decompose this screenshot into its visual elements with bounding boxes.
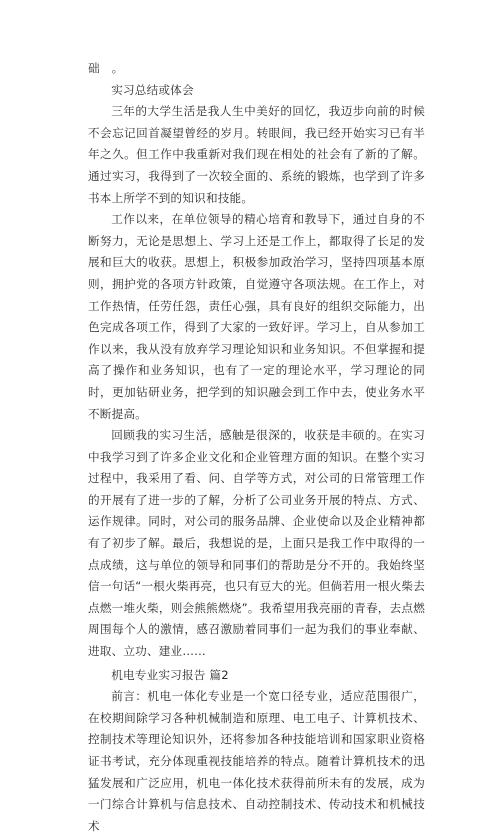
paragraph-work: 工作以来，在单位领导的精心培育和教导下，通过自身的不断努力，无论是思想上、学习上还是工作上，都取得了长足的发展和巨大的收获。思想上，积极参加政治学习，坚持四项基本原则，拥护党的各项方针政策，自觉遵守各项法规。在工作上，对工作热情，任劳任怨，责任心强，具有良好的组织交际能力，出色完成各项工作，得到了大家的一致好评。学习上，自从参加工作以来，我从没有放弃学习理论知识和业务知识。不但掌握和提高了操作和业务知识，也有了一定的理论水平，学习理论的同时，更加钻研业务，把学到的知识融会到工作中去，使业务水平不断提高。 [88,212,425,421]
paragraph-review: 回顾我的实习生活，感触是很深的，收获是丰硕的。在实习中我学习到了许多企业文化和企业管理方面的知识。在整个实习过程中，我采用了看、问、自学等方式，对公司的日常管理工作的开展有了进一步的了解，分析了公司业务开展的特点、方式、运作规律。同时，对公司的服务品牌、企业使命以及企业精神都有了初步了解。最后，我想说的是，上面只是我工作中取得的一点成绩，这与单位的领导和同事们的帮助是分不开的。我始终坚信一句话“一根火柴再亮，也只有豆大的光。但倘若用一根火柴去点燃一堆火柴，则会熊熊燃烧”。我希望用我亮丽的青春，去点燃周围每个人的激情，感召激励着同事们一起为我们的事业奉献、进取、立功、建业…… [88,428,425,659]
fragment-line: 础 。 [88,61,124,75]
section-heading-summary: 实习总结或体会 [111,82,194,97]
paragraph-preface: 前言：机电一体化专业是一个宽口径专业，适应范围很广，在校期间除学习各种机械制造和原理、电工电子、计算机技术、控制技术等理论知识外，还将参加各种技能培训和国家职业资格证书考试，充分体现重视技能培养的特点。随着计算机技术的迅猛发展和广泛应用，机电一体化技术获得前所未有的发展，成为一门综合计算机与信息技术、自动控制技术、传动技术和机械技术 [88,689,425,833]
paragraph-reflection: 三年的大学生活是我人生中美好的回忆，我迈步向前的时候不会忘记回首凝望曾经的岁月。转眼间，我已经开始实习已有半年之久。但工作中我重新对我们现在相处的社会有了新的了解。通过实习，我得到了一次较全面的、系统的锻炼，也学到了许多书本上所学不到的知识和技能。 [88,104,425,205]
section-heading-report: 机电专业实习报告 篇2 [111,667,229,682]
document-body [88,58,425,837]
